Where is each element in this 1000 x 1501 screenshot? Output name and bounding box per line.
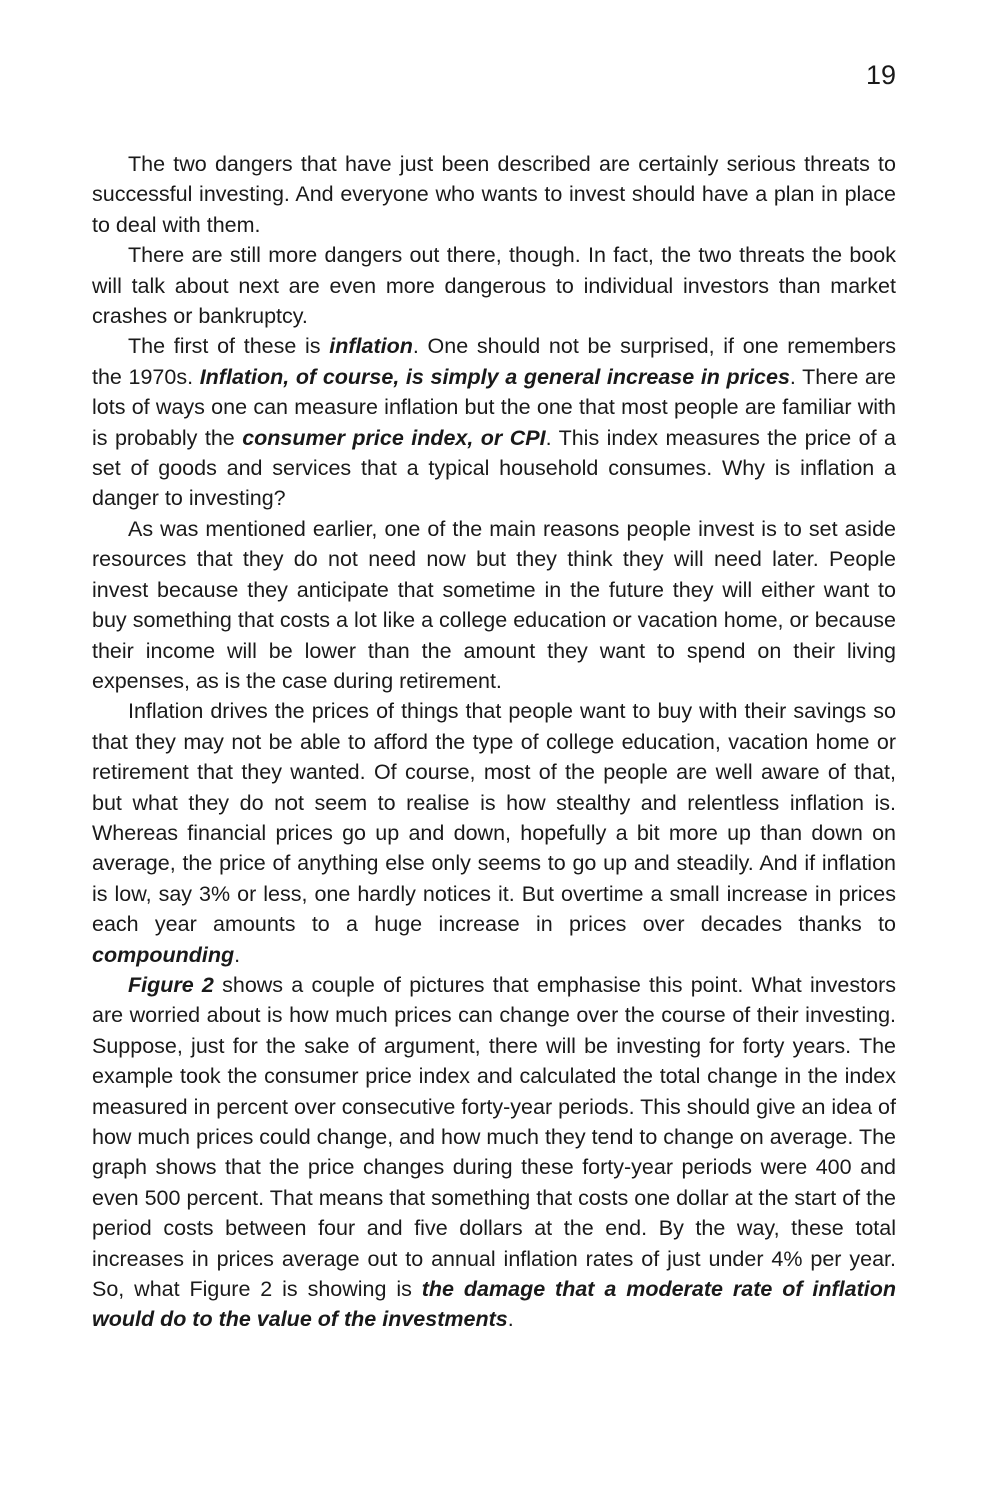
text-run: shows a couple of pictures that emphasise this point. What investors are worried about is how much prices can change over the course of their investing. Suppose, just for the sake of argument, there will be investing for forty years. The example took the consumer price index and calculated the total change in the index measured in percent over consecutive forty-year periods. This should give an idea of how much prices could change, and how much they tend to change on average. The graph shows that the price changes during these forty-year periods were 400 and even 500 percent. That means that something that costs one dollar at the start of the period costs between four and five dollars at the end. By the way, these total increases in prices average out to annual inflation rates of just under 4% per year. So, what Figure 2 is showing is <box>92 972 896 1302</box>
text-run: . One should not be surprised, if one remembers the 1970s. <box>92 334 896 389</box>
paragraph <box>92 149 896 240</box>
text-run: . <box>234 942 241 967</box>
text-run: There are still more dangers out there, though. In fact, the two threats the book will talk about next are even more dangerous to individual investors than market crashes or bankruptcy. <box>92 243 896 329</box>
page-number: 19 <box>865 60 896 90</box>
text-run: The two dangers that have just been described are certainly serious threats to successful investing. And everyone who wants to invest should have a plan in place to deal with them. <box>92 152 896 237</box>
text-run: . There are lots of ways one can measure inflation but the one that most people are familiar with is probably the <box>92 364 896 450</box>
text-run: . This index measures the price of a set of goods and services that a typical household consumes. Why is inflation a danger to investing? <box>92 425 896 511</box>
text-run: . <box>507 1307 514 1332</box>
paragraph <box>92 240 896 331</box>
paragraph <box>92 696 896 970</box>
key-term: the damage that a moderate rate of inflation would do to the value of the investments <box>92 1277 896 1332</box>
text-run: The first of these is <box>128 334 330 359</box>
paragraph <box>92 331 896 513</box>
figure-reference: Figure 2 <box>128 972 214 997</box>
paragraph <box>92 970 896 1335</box>
key-term: compounding <box>92 942 235 967</box>
key-term: consumer price index, or CPI <box>242 425 546 450</box>
key-term: inflation <box>329 334 413 359</box>
text-run: Inflation drives the prices of things that people want to buy with their savings so that they may not be able to afford the type of college education, vacation home or retirement that they wanted. Of course, most of the people are well aware of that, but what they do not seem to realise is how stealthy and relentless inflation is. Whereas financial prices go up and down, hopefully a bit more up than down on average, the price of anything else only seems to go up and steadily. And if inflation is low, say 3% or less, one hardly notices it. But overtime a small increase in prices each year amounts to a huge increase in prices over decades thanks to <box>92 699 896 937</box>
body-text <box>92 149 896 1335</box>
paragraph <box>92 514 896 696</box>
key-term: Inflation, of course, is simply a general increase in prices <box>199 364 790 389</box>
text-run: As was mentioned earlier, one of the main reasons people invest is to set aside resources that they do not need now but they think they will need later. People invest because they anticipate that sometime in the future they will either want to buy something that costs a lot like a college education or vacation home, or because their income will be lower than the amount they want to spend on their living expenses, as is the case during retirement. <box>92 516 896 693</box>
